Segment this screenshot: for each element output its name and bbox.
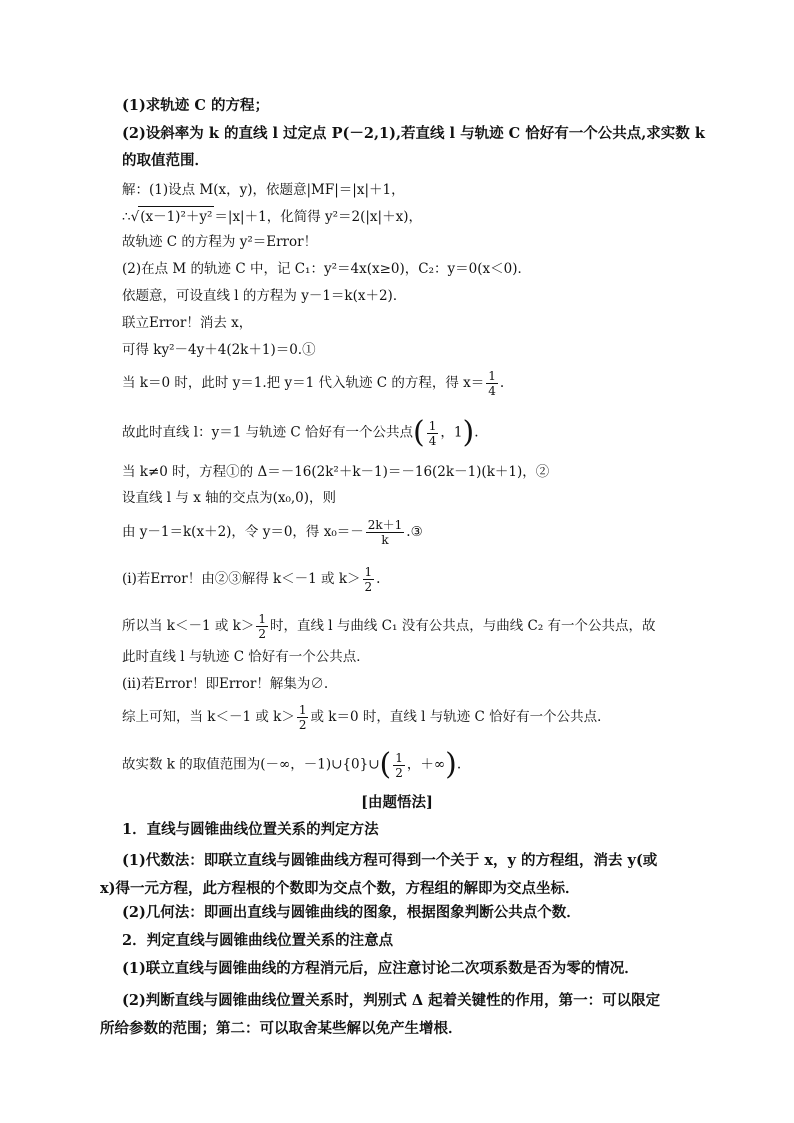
- solution-line-16: (ⅱ)若Error！即Error！解集为∅.: [122, 676, 329, 692]
- fraction: $\frac{1}{2}$: [298, 703, 307, 732]
- solution-line-15: 此时直线 l 与轨迹 C 恰好有一个公共点．: [122, 649, 370, 665]
- solution-line-4: (2)在点 M 的轨迹 C 中，记 C₁：y²＝4x(x≥0)，C₂：y＝0(x＜0)．: [122, 261, 531, 277]
- solution-line-5: 依题意，可设直线 l 的方程为 y－1＝k(x＋2)．: [122, 288, 407, 304]
- fraction: $\frac{1}{2}$: [364, 565, 373, 594]
- fraction: $\frac{2k+1}{k}$: [367, 518, 403, 547]
- fraction: $\frac{1}{4}$: [488, 369, 496, 398]
- method-paragraph-4: (2)判断直线与圆锥曲线位置关系时，判别式 Δ 起着关键性的作用，第一：可以限定所给参数的范围；第二：可以取舍某些解以免产生增根．: [100, 992, 661, 1037]
- solution-line-8: 当 k＝0 时，此时 y＝1.把 y＝1 代入轨迹 C 的方程，得 x＝ $\frac{1}{4}$ .: [122, 369, 505, 398]
- solution-line-17: 综上可知，当 k＜－1 或 k＞ $\frac{1}{2}$ 或 k＝0 时，直线 l 与轨迹 C 恰好有一个公共点．: [122, 703, 611, 732]
- fraction: $\frac{1}{2}$: [395, 750, 403, 780]
- solution-line-18: 故实数 k 的取值范围为(－∞，－1)∪{0}∪( $\frac{1}{2}$ ，＋∞).: [122, 747, 462, 782]
- solution-line-14: 所以当 k＜－1 或 k＞ $\frac{1}{2}$ 时，直线 l 与曲线 C₁ 没有公共点，与曲线 C₂ 有一个公共点，故: [122, 612, 656, 641]
- method-paragraph-1: (1)代数法：即联立直线与圆锥曲线方程可得到一个关于 x，y 的方程组，消去 y(或 x)得一元方程，此方程根的个数即为交点个数，方程组的解即为交点坐标．: [100, 852, 658, 897]
- fraction: $\frac{1}{2}$: [258, 612, 266, 641]
- question-part-2-cont: 的取值范围．: [122, 152, 209, 169]
- solution-line-10: 当 k≠0 时，方程①的 Δ＝－16(2k²＋k－1)＝－16(2k－1)(k＋1)，②: [122, 464, 550, 480]
- sqrt-expression: (x－1)²＋y²: [138, 206, 214, 227]
- section-heading: [由题悟法]: [361, 794, 433, 811]
- solution-line-12: 由 y－1＝k(x＋2)，令 y＝0，得 x₀＝－ $\frac{2k+1}{k}$ .③: [122, 518, 423, 547]
- question-part-2: (2)设斜率为 k 的直线 l 过定点 P(－2,1),若直线 l 与轨迹 C 恰好有一个公共点,求实数 k: [122, 125, 705, 142]
- method-paragraph-2: (2)几何法：即画出直线与圆锥曲线的图象，根据图象判断公共点个数．: [122, 904, 581, 921]
- method-paragraph-3: (1)联立直线与圆锥曲线的方程消元后，应注意讨论二次项系数是否为零的情况．: [122, 960, 639, 977]
- method-heading-2: 2．判定直线与圆锥曲线位置关系的注意点: [122, 932, 394, 949]
- fraction: $\frac{1}{4}$: [428, 418, 437, 448]
- method-heading-1: 1．直线与圆锥曲线位置关系的判定方法: [122, 821, 379, 838]
- solution-line-7: 可得 ky²－4y＋4(2k＋1)＝0.①: [122, 342, 316, 358]
- solution-line-3: 故轨迹 C 的方程为 y²＝Error！: [122, 234, 318, 250]
- question-part-1: (1)求轨迹 C 的方程；: [122, 97, 269, 114]
- solution-line-6: 联立Error！消去 x，: [122, 315, 253, 331]
- solution-line-11: 设直线 l 与 x 轴的交点为(x₀,0)，则: [122, 490, 337, 506]
- solution-line-13: (ⅰ)若Error！由②③解得 k＜－1 或 k＞ $\frac{1}{2}$ .: [122, 565, 381, 594]
- solution-line-2: ∴√(x－1)²＋y² ＝|x|＋1，化简得 y²＝2(|x|＋x)，: [122, 206, 422, 227]
- solution-line-1: 解：(1)设点 M(x，y)，依题意|MF|＝|x|＋1，: [122, 182, 405, 198]
- solution-line-9: 故此时直线 l：y＝1 与轨迹 C 恰好有一个公共点( $\frac{1}{4}$ ，1).: [122, 415, 479, 450]
